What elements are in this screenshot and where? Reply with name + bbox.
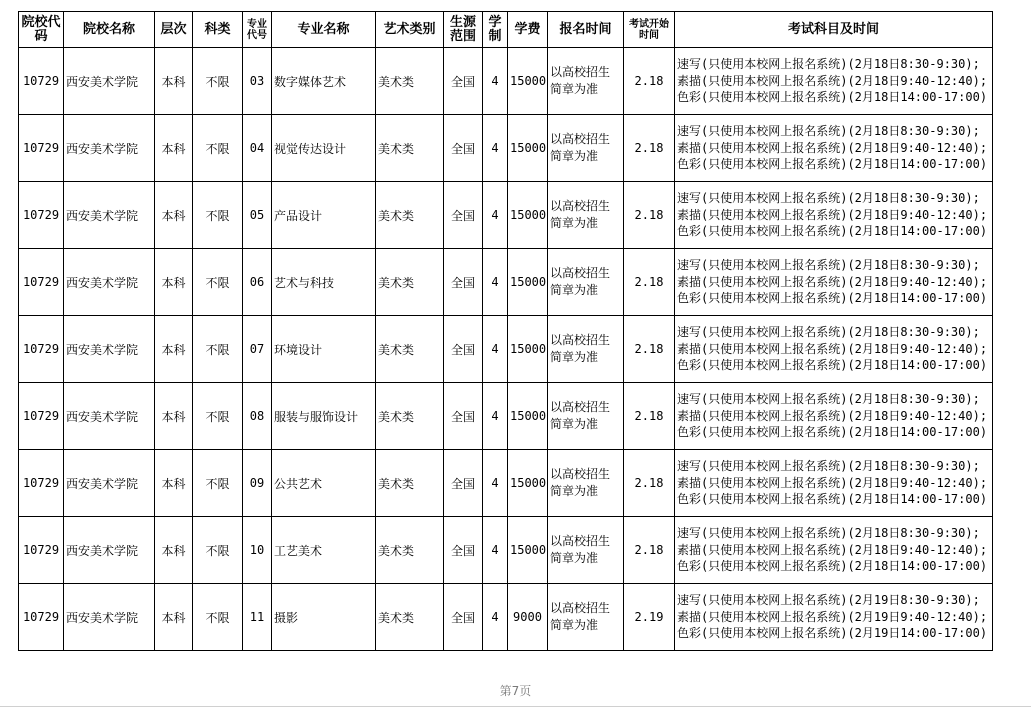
- cell-major-name: 工艺美术: [272, 517, 376, 584]
- cell-duration: 4: [483, 517, 508, 584]
- header-subject: 科类: [193, 12, 243, 48]
- cell-code: 10729: [19, 316, 64, 383]
- cell-reg-time: 以高校招生简章为准: [548, 182, 624, 249]
- table-row: [19, 383, 993, 450]
- header-level: 层次: [155, 12, 193, 48]
- table-row: [19, 115, 993, 182]
- cell-exam-detail: 速写(只使用本校网上报名系统)(2月18日8:30-9:30);素描(只使用本校网上报名系统)(2月18日9:40-12:40);色彩(只使用本校网上报名系统)(2月18日14:00-17:00): [675, 249, 993, 316]
- cell-major-code: 04: [243, 115, 272, 182]
- cell-exam-start: 2.18: [624, 383, 675, 450]
- cell-tuition: 15000: [508, 383, 548, 450]
- table-row: [19, 48, 993, 115]
- cell-subject: 不限: [193, 249, 243, 316]
- cell-major-code: 07: [243, 316, 272, 383]
- cell-source: 全国: [444, 517, 483, 584]
- cell-exam-start: 2.19: [624, 584, 675, 651]
- cell-reg-time: 以高校招生简章为准: [548, 584, 624, 651]
- cell-art-type: 美术类: [376, 316, 444, 383]
- header-source: 生源范围: [444, 12, 483, 48]
- cell-level: 本科: [155, 48, 193, 115]
- cell-duration: 4: [483, 249, 508, 316]
- cell-school: 西安美术学院: [64, 48, 155, 115]
- cell-level: 本科: [155, 115, 193, 182]
- cell-exam-detail: 速写(只使用本校网上报名系统)(2月18日8:30-9:30);素描(只使用本校网上报名系统)(2月18日9:40-12:40);色彩(只使用本校网上报名系统)(2月18日14:00-17:00): [675, 316, 993, 383]
- cell-reg-time: 以高校招生简章为准: [548, 517, 624, 584]
- header-code: 院校代码: [19, 12, 64, 48]
- page-number: 第7页: [499, 684, 532, 698]
- cell-code: 10729: [19, 450, 64, 517]
- cell-duration: 4: [483, 115, 508, 182]
- cell-code: 10729: [19, 249, 64, 316]
- cell-major-code: 09: [243, 450, 272, 517]
- table-row: [19, 450, 993, 517]
- cell-reg-time: 以高校招生简章为准: [548, 383, 624, 450]
- cell-tuition: 15000: [508, 115, 548, 182]
- cell-major-code: 03: [243, 48, 272, 115]
- cell-subject: 不限: [193, 584, 243, 651]
- cell-source: 全国: [444, 48, 483, 115]
- cell-subject: 不限: [193, 517, 243, 584]
- cell-tuition: 15000: [508, 517, 548, 584]
- cell-subject: 不限: [193, 48, 243, 115]
- cell-exam-detail: 速写(只使用本校网上报名系统)(2月18日8:30-9:30);素描(只使用本校网上报名系统)(2月18日9:40-12:40);色彩(只使用本校网上报名系统)(2月18日14:00-17:00): [675, 48, 993, 115]
- cell-school: 西安美术学院: [64, 517, 155, 584]
- cell-school: 西安美术学院: [64, 316, 155, 383]
- header-reg-time: 报名时间: [548, 12, 624, 48]
- cell-duration: 4: [483, 316, 508, 383]
- cell-exam-start: 2.18: [624, 316, 675, 383]
- cell-subject: 不限: [193, 383, 243, 450]
- cell-major-name: 艺术与科技: [272, 249, 376, 316]
- cell-level: 本科: [155, 383, 193, 450]
- cell-tuition: 9000: [508, 584, 548, 651]
- admissions-table-sheet: [18, 11, 992, 651]
- cell-art-type: 美术类: [376, 450, 444, 517]
- cell-source: 全国: [444, 450, 483, 517]
- cell-exam-start: 2.18: [624, 48, 675, 115]
- cell-reg-time: 以高校招生简章为准: [548, 48, 624, 115]
- table-row: [19, 316, 993, 383]
- cell-subject: 不限: [193, 115, 243, 182]
- header-major-code: 专业代号: [243, 12, 272, 48]
- cell-code: 10729: [19, 517, 64, 584]
- table-row: [19, 182, 993, 249]
- cell-art-type: 美术类: [376, 115, 444, 182]
- cell-school: 西安美术学院: [64, 584, 155, 651]
- table-header-row: [19, 12, 993, 48]
- cell-major-name: 摄影: [272, 584, 376, 651]
- cell-art-type: 美术类: [376, 383, 444, 450]
- cell-exam-start: 2.18: [624, 182, 675, 249]
- cell-code: 10729: [19, 383, 64, 450]
- cell-code: 10729: [19, 182, 64, 249]
- cell-reg-time: 以高校招生简章为准: [548, 115, 624, 182]
- cell-major-code: 10: [243, 517, 272, 584]
- cell-duration: 4: [483, 48, 508, 115]
- cell-school: 西安美术学院: [64, 383, 155, 450]
- cell-reg-time: 以高校招生简章为准: [548, 450, 624, 517]
- cell-major-name: 环境设计: [272, 316, 376, 383]
- cell-reg-time: 以高校招生简章为准: [548, 316, 624, 383]
- cell-art-type: 美术类: [376, 182, 444, 249]
- cell-major-name: 视觉传达设计: [272, 115, 376, 182]
- cell-source: 全国: [444, 584, 483, 651]
- table-body: [19, 48, 993, 651]
- cell-exam-start: 2.18: [624, 450, 675, 517]
- cell-source: 全国: [444, 249, 483, 316]
- cell-duration: 4: [483, 383, 508, 450]
- cell-exam-start: 2.18: [624, 517, 675, 584]
- cell-art-type: 美术类: [376, 48, 444, 115]
- cell-level: 本科: [155, 249, 193, 316]
- cell-level: 本科: [155, 584, 193, 651]
- table-row: [19, 249, 993, 316]
- cell-subject: 不限: [193, 316, 243, 383]
- cell-source: 全国: [444, 115, 483, 182]
- cell-level: 本科: [155, 182, 193, 249]
- cell-exam-detail: 速写(只使用本校网上报名系统)(2月18日8:30-9:30);素描(只使用本校网上报名系统)(2月18日9:40-12:40);色彩(只使用本校网上报名系统)(2月18日14:00-17:00): [675, 450, 993, 517]
- cell-tuition: 15000: [508, 182, 548, 249]
- cell-major-code: 11: [243, 584, 272, 651]
- cell-art-type: 美术类: [376, 584, 444, 651]
- cell-duration: 4: [483, 182, 508, 249]
- cell-exam-detail: 速写(只使用本校网上报名系统)(2月18日8:30-9:30);素描(只使用本校网上报名系统)(2月18日9:40-12:40);色彩(只使用本校网上报名系统)(2月18日14:00-17:00): [675, 182, 993, 249]
- cell-level: 本科: [155, 316, 193, 383]
- header-duration: 学制: [483, 12, 508, 48]
- cell-tuition: 15000: [508, 48, 548, 115]
- table-row: [19, 517, 993, 584]
- cell-code: 10729: [19, 584, 64, 651]
- cell-major-name: 产品设计: [272, 182, 376, 249]
- cell-level: 本科: [155, 450, 193, 517]
- cell-major-name: 数字媒体艺术: [272, 48, 376, 115]
- table-row: [19, 584, 993, 651]
- cell-subject: 不限: [193, 450, 243, 517]
- cell-school: 西安美术学院: [64, 115, 155, 182]
- header-art-type: 艺术类别: [376, 12, 444, 48]
- cell-code: 10729: [19, 48, 64, 115]
- cell-source: 全国: [444, 182, 483, 249]
- cell-school: 西安美术学院: [64, 249, 155, 316]
- cell-source: 全国: [444, 316, 483, 383]
- cell-exam-detail: 速写(只使用本校网上报名系统)(2月18日8:30-9:30);素描(只使用本校网上报名系统)(2月18日9:40-12:40);色彩(只使用本校网上报名系统)(2月18日14:00-17:00): [675, 383, 993, 450]
- cell-level: 本科: [155, 517, 193, 584]
- page-divider: [0, 706, 1031, 707]
- cell-major-code: 06: [243, 249, 272, 316]
- header-school: 院校名称: [64, 12, 155, 48]
- cell-code: 10729: [19, 115, 64, 182]
- cell-tuition: 15000: [508, 450, 548, 517]
- cell-school: 西安美术学院: [64, 450, 155, 517]
- cell-duration: 4: [483, 450, 508, 517]
- header-tuition: 学费: [508, 12, 548, 48]
- header-major-name: 专业名称: [272, 12, 376, 48]
- cell-reg-time: 以高校招生简章为准: [548, 249, 624, 316]
- cell-major-code: 05: [243, 182, 272, 249]
- cell-tuition: 15000: [508, 316, 548, 383]
- cell-exam-start: 2.18: [624, 249, 675, 316]
- cell-major-name: 服装与服饰设计: [272, 383, 376, 450]
- cell-major-code: 08: [243, 383, 272, 450]
- cell-source: 全国: [444, 383, 483, 450]
- header-exam-start: 考试开始时间: [624, 12, 675, 48]
- cell-duration: 4: [483, 584, 508, 651]
- cell-exam-start: 2.18: [624, 115, 675, 182]
- cell-art-type: 美术类: [376, 517, 444, 584]
- cell-subject: 不限: [193, 182, 243, 249]
- cell-major-name: 公共艺术: [272, 450, 376, 517]
- cell-exam-detail: 速写(只使用本校网上报名系统)(2月18日8:30-9:30);素描(只使用本校网上报名系统)(2月18日9:40-12:40);色彩(只使用本校网上报名系统)(2月18日14:00-17:00): [675, 115, 993, 182]
- cell-tuition: 15000: [508, 249, 548, 316]
- admissions-table: [18, 11, 993, 651]
- cell-school: 西安美术学院: [64, 182, 155, 249]
- header-exam-detail: 考试科目及时间: [675, 12, 993, 48]
- cell-exam-detail: 速写(只使用本校网上报名系统)(2月19日8:30-9:30);素描(只使用本校网上报名系统)(2月19日9:40-12:40);色彩(只使用本校网上报名系统)(2月19日14:00-17:00): [675, 584, 993, 651]
- cell-exam-detail: 速写(只使用本校网上报名系统)(2月18日8:30-9:30);素描(只使用本校网上报名系统)(2月18日9:40-12:40);色彩(只使用本校网上报名系统)(2月18日14:00-17:00): [675, 517, 993, 584]
- cell-art-type: 美术类: [376, 249, 444, 316]
